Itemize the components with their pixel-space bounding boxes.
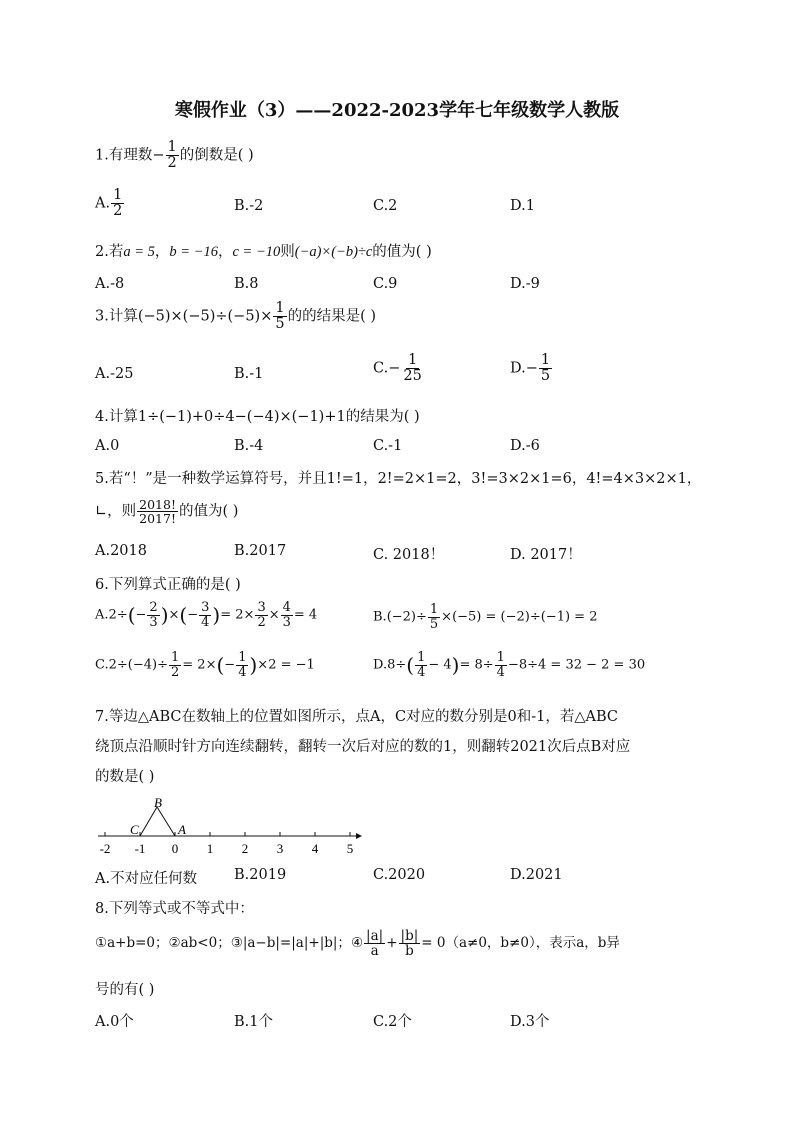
point-c-label: C [130, 822, 139, 837]
q2-option-b[interactable]: B.8 [234, 276, 259, 292]
q1-option-d[interactable]: D.1 [510, 198, 535, 214]
number-line-figure [90, 793, 370, 857]
q3-option-c[interactable]: C.− $\frac{1}{25}$ [373, 352, 422, 385]
number-line-label: 1 [206, 841, 214, 856]
question-4-stem: 4.计算1÷(−1)+0÷4−(−4)×(−1)+1的结果为( ) [95, 409, 420, 425]
number-line-label: 2 [241, 841, 249, 856]
question-5-line1: 5.若“！”是一种数学运算符号，并且1!=1，2!=2×1=2，3!=3×2×1=6，4!=4×3×2×1， [95, 471, 702, 487]
q5-option-a[interactable]: A.2018 [95, 543, 147, 559]
q7-option-a[interactable]: A.不对应任何数 [95, 871, 198, 887]
q8-option-c[interactable]: C.2个 [373, 1014, 412, 1030]
number-line-label: 4 [311, 841, 319, 856]
q2-option-d[interactable]: D.-9 [510, 276, 540, 292]
q7-option-c[interactable]: C.2020 [373, 867, 426, 883]
q4-option-a[interactable]: A.0 [95, 438, 120, 454]
arrow-icon [356, 833, 362, 839]
q6-option-a[interactable]: A.2÷(− $\frac{2}{3}$ )×(− $\frac{3}{4}$ )= 2× $\frac{3}{2}$ × $\frac{4}{3}$ = 4 [95, 600, 318, 630]
q8-option-b[interactable]: B.1个 [234, 1014, 273, 1030]
question-1-stem: 1.有理数− $\frac{1}{2}$ 的倒数是( ) [95, 139, 254, 172]
number-line-label: 3 [276, 841, 284, 856]
q5-option-d[interactable]: D. 2017！ [510, 547, 582, 563]
q4-option-b[interactable]: B.-4 [234, 438, 264, 454]
q3-option-b[interactable]: B.-1 [234, 366, 264, 382]
q1-option-b[interactable]: B.-2 [234, 198, 264, 214]
number-line-label: -1 [134, 841, 146, 856]
q4-option-d[interactable]: D.-6 [510, 438, 540, 454]
point-b-label: B [154, 795, 162, 810]
q5-option-c[interactable]: C. 2018！ [373, 547, 445, 563]
number-line-label: -2 [99, 841, 111, 856]
q6-option-b[interactable]: B.(−2)÷ $\frac{1}{5}$ ×(−5) = (−2)÷(−1) = 2 [373, 602, 598, 632]
question-7-line3: 的数是( ) [95, 769, 155, 785]
page-title: 寒假作业（3）——2022-2023学年七年级数学人教版 [174, 100, 620, 121]
question-7-line2: 绕顶点沿顺时针方向连续翻转，翻转一次后对应的数的1，则翻转2021次后点B对应 [95, 739, 631, 755]
q2-option-a[interactable]: A.-8 [95, 276, 125, 292]
point-a-label: A [178, 822, 186, 837]
q3-option-d[interactable]: D.− $\frac{1}{5}$ [510, 352, 551, 385]
q3-option-a[interactable]: A.-25 [95, 366, 134, 382]
q7-option-d[interactable]: D.2021 [510, 867, 563, 883]
q1-option-a[interactable]: A. $\frac{1}{2}$ [95, 187, 123, 220]
question-3-stem: 3.计算(−5)×(−5)÷(−5)× $\frac{1}{5}$ 的的结果是( ) [95, 300, 377, 333]
q8-option-a[interactable]: A.0个 [95, 1014, 134, 1030]
q6-option-d[interactable]: D.8÷( $\frac{1}{4}$ − 4)= 8÷ $\frac{1}{4}$ −8÷4 = 32 − 2 = 30 [373, 650, 646, 680]
triangle-abc [140, 807, 175, 836]
q6-option-c[interactable]: C.2÷(−4)÷ $\frac{1}{2}$ = 2×(− $\frac{1}{4}$ )×2 = −1 [95, 650, 315, 680]
question-5-line2: ∟，则 $\frac{2018!}{2017!}$ 的值为( ) [95, 497, 239, 527]
number-line-label: 5 [346, 841, 354, 856]
q1-option-c[interactable]: C.2 [373, 198, 398, 214]
question-8-conditions: ①a+b=0；②ab<0；③|a−b|=|a|+|b|；④ $\frac{|a|}{a}$ + $\frac{|b|}{b}$ = 0（a≠0，b≠0），表示a，b异 [95, 928, 620, 960]
number-line-label: 0 [171, 841, 179, 856]
question-7-line1: 7.等边△ABC在数轴上的位置如图所示，点A，C对应的数分别是0和-1，若△ABC [95, 709, 619, 725]
question-6-stem: 6.下列算式正确的是( ) [95, 577, 241, 593]
q5-option-b[interactable]: B.2017 [234, 543, 287, 559]
fraction: $\frac{1}{2}$ [167, 139, 177, 172]
q4-option-c[interactable]: C.-1 [373, 438, 403, 454]
q8-option-d[interactable]: D.3个 [510, 1014, 550, 1030]
question-2-stem: 2.若a = 5，b = −16，c = −10则(−a)×(−b)÷c的值为( ) [95, 244, 432, 260]
question-8-line2: 号的有( ) [95, 982, 155, 998]
q2-option-c[interactable]: C.9 [373, 276, 398, 292]
question-8-stem: 8.下列等式或不等式中： [95, 901, 254, 917]
q7-option-b[interactable]: B.2019 [234, 867, 287, 883]
